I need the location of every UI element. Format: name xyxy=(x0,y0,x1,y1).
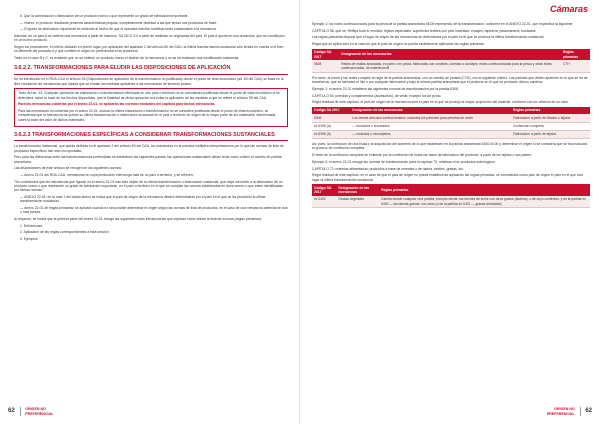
table-cell: Fabricación a partir de tejidos xyxy=(511,130,590,138)
table-header: Designación de las mercancías xyxy=(339,49,561,61)
table-header: Reglas primarias xyxy=(511,107,590,114)
paragraph: Así pues, la confección de una blusa y la adquisición del aumento de lo que establecen en la partida arancelaria 6306.00.00 y determinar el origen si se considera que se ha producido el proceso de confección completa. xyxy=(312,142,588,151)
table-cell: — bordados o recortados xyxy=(350,122,511,130)
paragraph: Las disposiciones de este artículo se recogen en las siguientes normas: xyxy=(14,166,122,171)
footer-left xyxy=(8,407,53,416)
paragraph: Ejemplo 3: el anexo 22-01 recoge las normas de transformación para el capítulo 72, relativas a los productos siderúrgicos. xyxy=(312,159,496,164)
list-item: 3. Ejemplos xyxy=(20,236,38,241)
paragraph: — Anexo 22-01 del RDA-CAU: mercancías en cuya producción intervenga más de un país o territorio, y se refieren: xyxy=(20,172,194,177)
paragraph: Para las mercancías no cubiertas por el anexo 22-01, cuando la última elaboración o transformación no se considere justificada desde el punto de vista económico, se considerará que la mercancía ha sufrido su última transformación o elaboración sustancial en el país o territorio de origen de la mayor parte de los materiales, determinada sobre la base del valor de dichos materiales. xyxy=(18,108,276,122)
right-page xyxy=(300,0,600,424)
paragraph: La transformación sustancial, que queda definida en el apartado 2 del artículo 60 del CAU, ha ocasionado en la práctica múltiples interpretaciones por lo que las normas de lista de productos específicos han sido incorporadas. xyxy=(14,144,284,153)
paragraph: Regla residual de este capítulo: en el caso de que el país de origen no pueda establecerse aplicando las reglas primarias, se considerará como país de origen el país en el que tuvo lugar la última transformación sustancial. xyxy=(312,173,584,182)
intro-block xyxy=(14,14,288,60)
paragraph: Ejemplo 2: el anexo 22-01 establece las siguientes normas de transformación por la partida 6306. xyxy=(312,86,459,91)
table-cell: Redes de mallas anudadas, en paño o en pieza, fabricadas con cordeles, cuerdas o cordajes; redes confeccionadas para la pesca y otras redes confeccionadas, de materia textil xyxy=(339,60,561,72)
rules-table xyxy=(312,49,590,73)
guide-title: ORIGEN NO PREFERENCIAL xyxy=(546,407,575,416)
table-cell: Los demás artículos confeccionados, incluidos los patrones para prendas de vestir xyxy=(350,114,511,122)
table-cell: Cambio desde cualquier otra partida, excepto desde: las fuentes de leche con otros grasos (lácteos), o de cuyo contenido, y de la partida ex 0402 — las demás grasas: con otros (o de la partida ex 0402 — grasas derivadas) xyxy=(379,196,590,208)
table-header: Reglas primarias xyxy=(379,184,590,196)
table-header: Reglas primarias xyxy=(561,49,590,61)
rules-table xyxy=(312,107,590,139)
paragraph: — El grado de fabricación importante se entiende al hecho de que el operador efectúe modificaciones sustanciales a la mercancía. xyxy=(20,27,217,32)
list-item: 1. Definiciones xyxy=(20,223,43,228)
brand-logo: Cámaras xyxy=(549,4,588,14)
highlight-paragraph: Para las mercancías cubiertas por el anexo 22-01, se aplicarán las normas residuales del capítulo para dichas mercancías. xyxy=(18,102,216,107)
paragraph: Tanto en el caso B y C, es evidente que no se obtiene un producto nuevo ni distinto de la mercancía y no se ha realizado una modificación sustancial. xyxy=(14,56,240,61)
table-header: Designación de las mercancías xyxy=(336,184,379,196)
table-cell: Fabricación a partir de hilados o tejidos xyxy=(511,114,590,122)
table-cell: — incluidos o incompletos xyxy=(350,130,511,138)
guide-title: ORIGEN NO PREFERENCIAL xyxy=(25,407,54,416)
paragraph: Por tanto, la forma y las redes cumplen la regla de la partida arancelaria, con un cambio de partida (CTH), con el siguiente criterio: Las partidas que deben aparecer en la que se ha de transformar, que se fabricará el hilo o por cualquier fabricación y bajo la misma partida arancelaria que el producto en el que se producen dichos cambios. xyxy=(312,75,588,85)
table-row xyxy=(312,60,590,72)
table-cell: 5608 xyxy=(312,60,339,72)
paragraph: Además, en un país A se obtiene una mercancía a partir de insumos, SA 28.07.XX a partir de materias no originarias del país. El país A aporta en sus productos, que se constituyen en un nuevo producto. xyxy=(14,34,285,43)
paragraph: Se ha introducido en el RDA-CAU el artículo 33 (Disposiciones de aplicación de la transformación no justificada) donde el punto de vista económico (art. 60 del CAU) se basa en la libre circulación de mercancías que impida que se eludan las medidas aplicables a las mercancías de terceros países. xyxy=(14,77,284,86)
paragraph: Según los productores, el criterio utilizado en primer lugar, por aplicación del apartado 2 del artículo 60 del CAU, la última transformación sustancial sólo tendrá en cuenta si el bien es diferente del producto A y que confiere el origen no preferencial a los productos. xyxy=(14,45,284,54)
footer-right xyxy=(547,407,592,416)
footer-divider xyxy=(580,407,581,416)
table-row xyxy=(312,130,590,138)
table-header: Designación de las mercancías xyxy=(350,107,511,114)
table-cell: 6306 xyxy=(312,114,350,122)
table-cell: Confección completa xyxy=(511,122,590,130)
right-column xyxy=(312,22,590,211)
section-title: 3.6.2.3 TRANSFORMACIONES ESPECÍFICAS A CONSIDERAR TRANSFORMACIONES SUSTANCIALES xyxy=(14,132,275,139)
quote-box xyxy=(14,88,288,127)
paragraph: Regla residual de este capítulo: el país de origen de la mercancía será el país en el que se produjo la mayor proporción del material, conforme con los criterios de su valor. xyxy=(312,100,569,105)
table-header: Código SA 2017 xyxy=(312,49,339,61)
left-column xyxy=(14,14,288,244)
paragraph: Regla que se aplica sólo en el caso en que el país de origen no pueda establecerse aplicando las reglas primarias. xyxy=(312,42,485,47)
paragraph: Ejemplo 1: los rodes confeccionados para la pieza de la partida arancelaria 58.08 representa, de la transformación, conforme en el ANEXO 22-01, que especifica la siguiente: xyxy=(312,22,574,26)
paragraph: b. Que la combinación o fabricación de un producto nuevo o que represente un grado de fabricación importante. xyxy=(20,14,189,18)
table-row xyxy=(312,114,590,122)
paragraph: Al respecto, se indica que la primera parte del anexo 22-01 recoge las siguientes notas introductorias que explican como utilizar la lista de normas (reglas primarias): xyxy=(14,216,262,221)
page-number: 62 xyxy=(8,408,15,415)
table-cell: ex 0402 xyxy=(312,196,336,208)
paragraph: — Anexo 22-01 de reglas primarias: se aplicará cuando no sea posible determinar el origen según las normas de lista de productos, en el caso de una mercancía obtenida en dos o más países. xyxy=(20,205,288,215)
table-header: Código SA 2017 xyxy=(312,107,350,114)
table-cell: ex 6306 (b) xyxy=(312,130,350,138)
rules-table xyxy=(312,184,590,208)
list-item: 2. Aplicación de las reglas correspondientes a esta sección xyxy=(20,230,109,235)
paragraph: CAPÍTULO 72: materias alimentarias; productos a base de cereales o de harina, aceites, grasas, etc. xyxy=(312,166,465,171)
paragraph: CAPÍTULO 63: prendas y complementos (accesorios), de vestir, excepto los de punto. xyxy=(312,93,442,98)
table-cell: Grasas vegetales xyxy=(336,196,379,208)
footer-divider xyxy=(20,407,21,416)
paragraph: "Se considerará que las mercancías que figuran en el anexo 22-01 han sido objeto de su última transformación o elaboración sustancial, que haya concluido a la fabricación de un producto nuevo o que represente un grado de fabricación importante, en el país o territorio en el que se cumplan las normas establecidas en dicho anexo o que estén identificadas por dichas normas." xyxy=(14,179,283,193)
table-cell: CTH xyxy=(561,60,590,72)
paragraph: — ANEXO 22-01: en la nota 1 del citado anexo se indica que el país de origen de la mercancía deberá determinarse por el país en el que se ha producido la última transformación sustancial. xyxy=(20,194,266,204)
table-row xyxy=(312,196,590,208)
section-title: 3.6.2.2. TRANSFORMACIONES PARA ELUDIR LAS DISPOSICIONES DE APLICACIÓN xyxy=(14,65,231,72)
paragraph: CAPÍTULO 58, que se: Refleja todo lo remitido: tejidos especiales; superficies textiles con pelo insertado; encajes; tapicería; pasamanería; bordados. xyxy=(312,28,537,33)
paragraph: El texto de la confección completa se entiende por la confección de todas las fases de fabricación del producto, a partir de los tejidos o sus partes. xyxy=(312,153,532,158)
table-row xyxy=(312,122,590,130)
table-cell: ex 6306 (a) xyxy=(312,122,350,130)
section-divider xyxy=(14,74,288,75)
paragraph: Texto del art. 33: Cualquier operación de elaboración o transformación efectuada en otro país o territorio no se considerará justificada desde el punto de vista económico si se determina, sobre la base de los hechos disponibles, que la finalidad de dicha operación era evitar la aplicación de las medidas a que se refiere el artículo 59 del CAU. xyxy=(18,91,280,100)
paragraph: Pero para las diferencias entre las transformaciones pretendidas se establecen las siguientes pautas: las operaciones sustanciales deben tener como criterio el cambio de partida arancelaria. xyxy=(14,155,282,164)
section-divider xyxy=(14,140,288,141)
page-number: 62 xyxy=(585,408,592,415)
paragraph: — Nuevo: el producto resultante presenta características propias, completamente distintas a las que tenían sus productos de base. xyxy=(20,20,218,25)
paragraph: Las reglas primarias dispone que el lugar de origen de las mercancías se determinará por el país en el que se produce la última transformación sustancial. xyxy=(312,35,545,40)
table-header: Código SA 2017 xyxy=(312,184,336,196)
